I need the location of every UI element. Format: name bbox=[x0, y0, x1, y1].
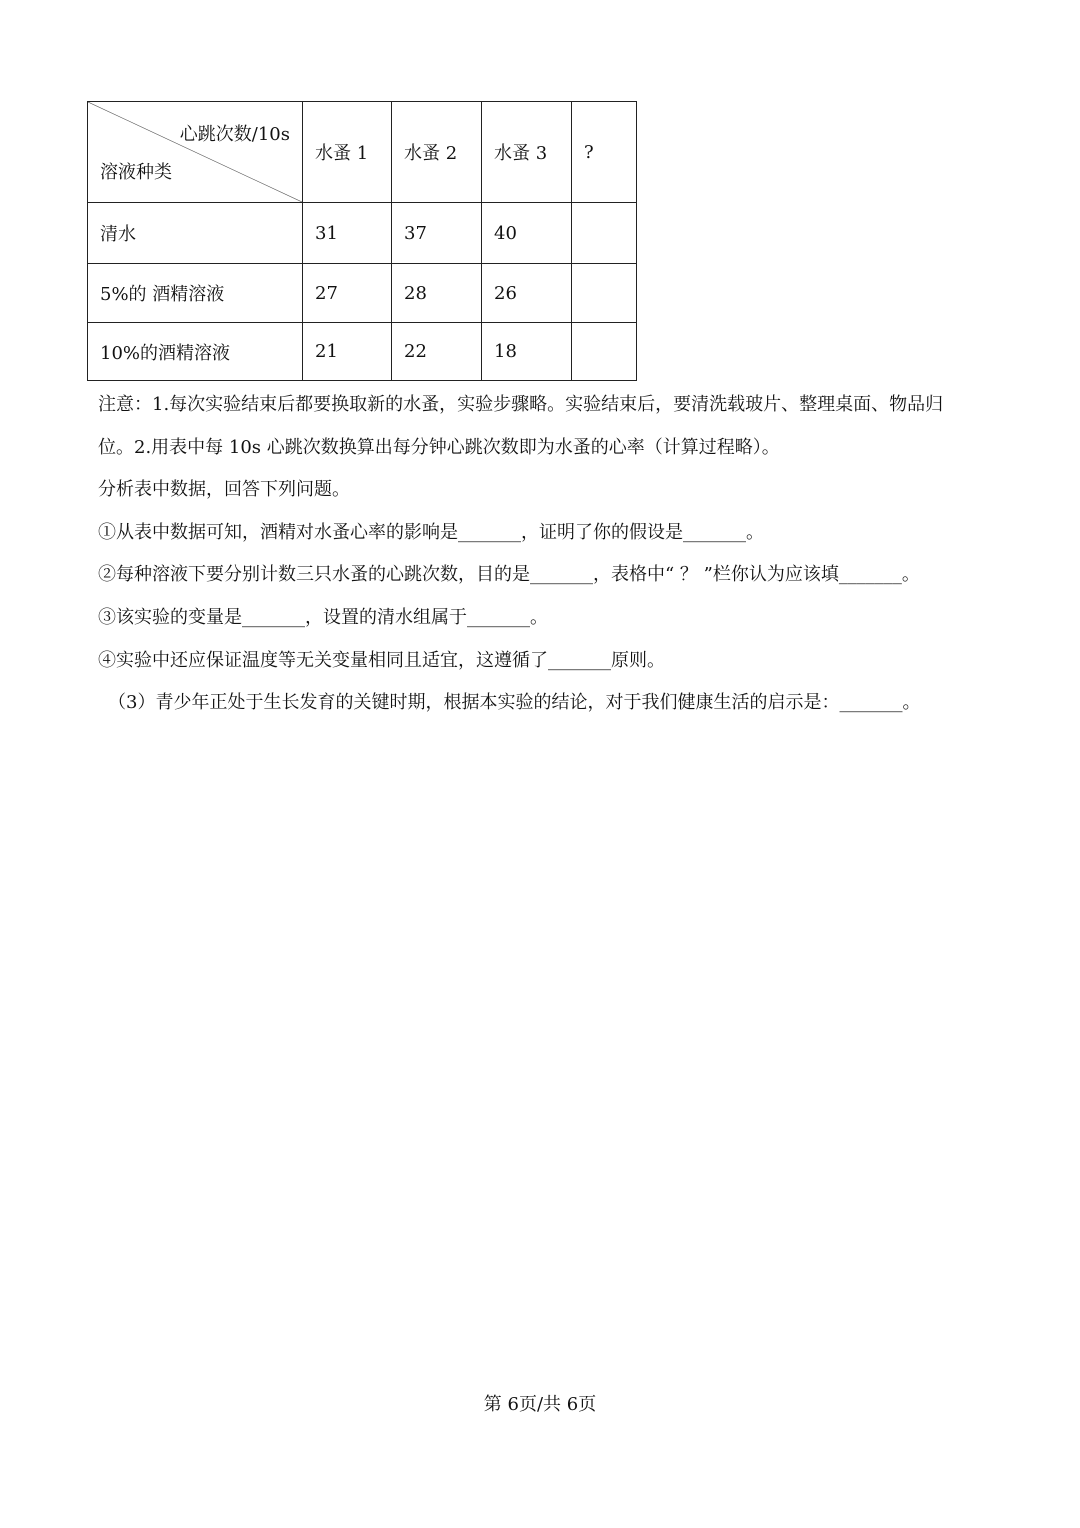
corner-top-label: 心跳次数/10s bbox=[179, 124, 290, 145]
question-text bbox=[98, 384, 998, 725]
note-line-1: 注意：1.每次实验结束后都要换取新的水蚤，实验步骤略。实验结束后，要清洗载玻片、整理桌面、物品归 bbox=[98, 394, 944, 415]
column-header: 水蚤 1 bbox=[303, 102, 392, 203]
table-cell bbox=[572, 323, 637, 381]
table-header-row bbox=[88, 102, 637, 203]
question-4: ④实验中还应保证温度等无关变量相同且适宜，这遵循了_______原则。 bbox=[98, 649, 665, 671]
column-header: 水蚤 3 bbox=[482, 102, 572, 203]
table-cell: 18 bbox=[482, 323, 572, 381]
table-cell: 22 bbox=[392, 323, 482, 381]
table-cell: 21 bbox=[303, 323, 392, 381]
heart-rate-table bbox=[87, 101, 637, 381]
question-1: ①从表中数据可知，酒精对水蚤心率的影响是_______，证明了你的假设是_______。 bbox=[98, 521, 764, 543]
table-cell: 28 bbox=[392, 264, 482, 323]
table-cell: 31 bbox=[303, 203, 392, 264]
table-row bbox=[88, 264, 637, 323]
table-cell: 37 bbox=[392, 203, 482, 264]
table-cell: 27 bbox=[303, 264, 392, 323]
page-footer: 第 6页/共 6页 bbox=[483, 1394, 597, 1415]
question-2: ②每种溶液下要分别计数三只水蚤的心跳次数，目的是_______，表格中“ ？ ”栏你认为应该填_______。 bbox=[98, 564, 920, 586]
diagonal-line bbox=[88, 102, 302, 202]
table-cell bbox=[572, 264, 637, 323]
instruction-line: 分析表中数据，回答下列问题。 bbox=[98, 479, 350, 501]
question-part-3: （3）青少年正处于生长发育的关键时期，根据本实验的结论，对于我们健康生活的启示是：_______。 bbox=[108, 692, 921, 714]
table-row bbox=[88, 203, 637, 264]
question-3: ③该实验的变量是_______，设置的清水组属于_______。 bbox=[98, 606, 548, 628]
column-header: ? bbox=[572, 102, 637, 203]
table-cell: 26 bbox=[482, 264, 572, 323]
table-cell bbox=[572, 203, 637, 264]
column-header: 水蚤 2 bbox=[392, 102, 482, 203]
corner-bottom-label: 溶液种类 bbox=[100, 162, 172, 183]
diagonal-header-cell bbox=[88, 102, 303, 203]
row-label: 清水 bbox=[88, 203, 303, 264]
note-line-2: 位。2.用表中每 10s 心跳次数换算出每分钟心跳次数即为水蚤的心率（计算过程略）。 bbox=[98, 436, 780, 458]
row-label: 5%的 酒精溶液 bbox=[88, 264, 303, 323]
table-cell: 40 bbox=[482, 203, 572, 264]
row-label: 10%的酒精溶液 bbox=[88, 323, 303, 381]
table-row bbox=[88, 323, 637, 381]
